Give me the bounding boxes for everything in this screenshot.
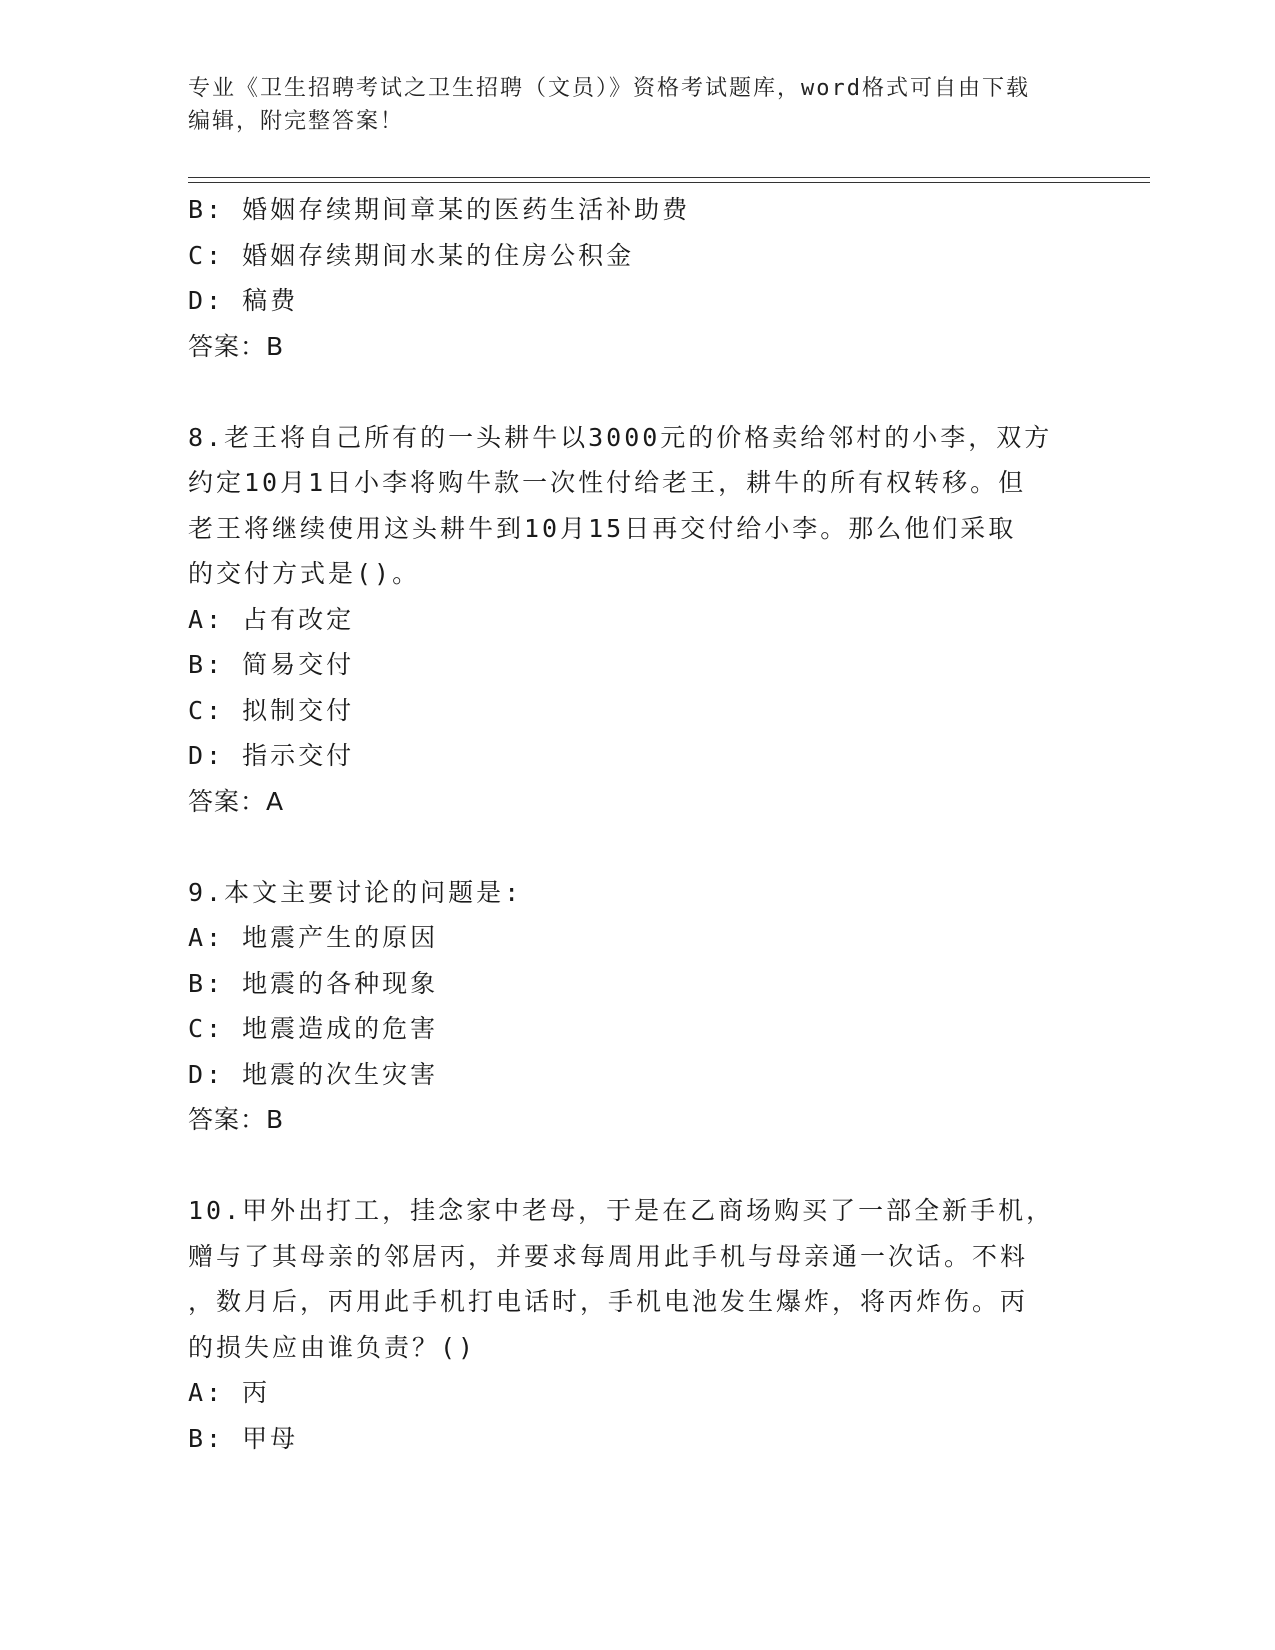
question-7 [188,187,1088,369]
q9-option-c: C: 地震造成的危害 [188,1014,439,1043]
q7-option-c: C: 婚姻存续期间水某的住房公积金 [188,240,635,270]
q8-answer: 答案：A [188,786,285,816]
q8-option-d: D: 指示交付 [188,741,355,770]
header-rule-top [188,177,1150,178]
q10-stem-line-2: 赠与了其母亲的邻居丙，并要求每周用此手机与母亲通一次话。不料 [188,1241,1029,1271]
question-10 [188,1188,1088,1461]
q9-option-d: D: 地震的次生灾害 [188,1059,439,1089]
q10-stem-line-1: 10.甲外出打工，挂念家中老母，于是在乙商场购买了一部全新手机， [188,1196,1055,1225]
question-8 [188,415,1088,825]
q8-stem-line-2: 约定10月1日小李将购牛款一次性付给老王，耕牛的所有权转移。但 [188,468,1027,497]
q9-option-a: A: 地震产生的原因 [188,923,439,952]
q10-stem-line-3: ，数月后，丙用此手机打电话时，手机电池发生爆炸，将丙炸伤。丙 [188,1287,1029,1316]
q8-stem-line-4: 的交付方式是()。 [188,559,421,588]
q9-option-b: B: 地震的各种现象 [188,968,439,998]
q9-stem-line-1: 9.本文主要讨论的问题是: [188,877,523,907]
question-list [188,187,1088,1461]
header-line-1: 专业《卫生招聘考试之卫生招聘（文员）》资格考试题库，word格式可自由下载 [188,76,1030,101]
question-9 [188,870,1088,1143]
spacer [188,824,1088,870]
q8-option-c: C: 拟制交付 [188,695,355,725]
q10-option-a: A: 丙 [188,1378,271,1407]
header-rule-bottom [188,182,1150,183]
q10-stem-line-4: 的损失应由谁负责？() [188,1332,477,1362]
document-header [188,72,1068,138]
q9-answer: 答案：B [188,1105,285,1134]
spacer [188,369,1088,415]
q7-option-b: B: 婚姻存续期间章某的医药生活补助费 [188,195,691,224]
q8-stem-line-3: 老王将继续使用这头耕牛到10月15日再交付给小李。那么他们采取 [188,513,1017,543]
q7-answer: 答案：B [188,331,285,361]
q8-stem-line-1: 8.老王将自己所有的一头耕牛以3000元的价格卖给邻村的小李，双方 [188,422,1053,452]
spacer [188,1143,1088,1189]
q8-option-b: B: 简易交付 [188,650,355,679]
header-line-2: 编辑，附完整答案！ [188,109,405,134]
q8-option-a: A: 占有改定 [188,604,355,634]
q7-option-d: D: 稿费 [188,286,299,315]
q10-option-b: B: 甲母 [188,1423,299,1453]
